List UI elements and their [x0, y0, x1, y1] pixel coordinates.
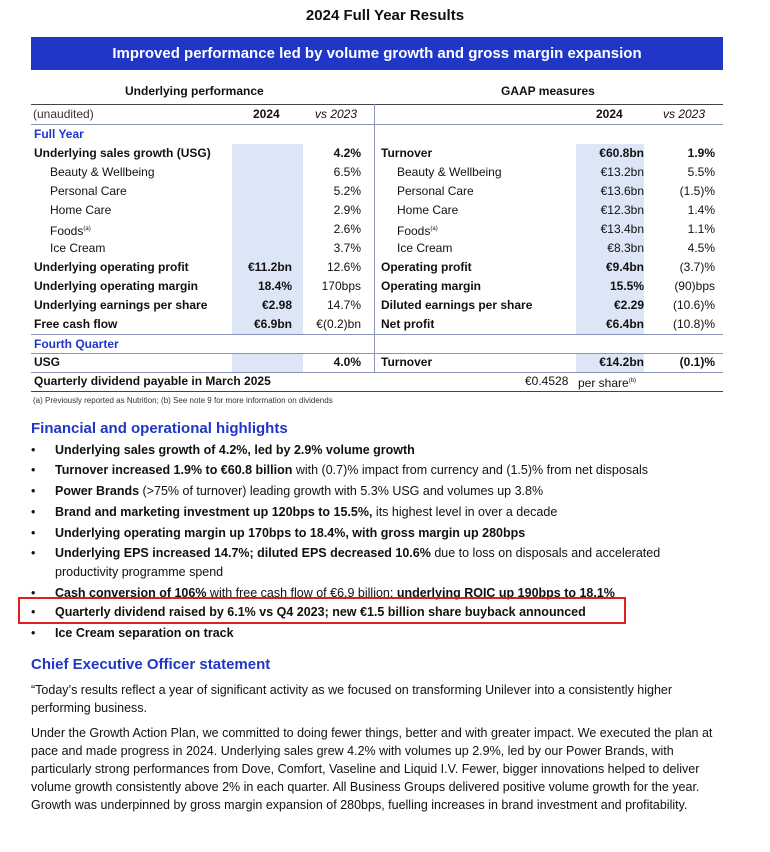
highlight-bold: Brand and marketing investment up 120bps to 15.5%, [55, 505, 373, 519]
right-2024: 15.5% [609, 279, 644, 293]
highlight-rest: its highest level in over a decade [372, 505, 558, 519]
q4-right-label: Turnover [381, 355, 433, 369]
right-vs2023: 5.5% [687, 165, 715, 179]
bullet-marker: • [31, 443, 36, 457]
right-vs2023: (10.6)% [672, 298, 715, 312]
left-label: Home Care [50, 203, 112, 217]
ceo-paragraph-2: Under the Growth Action Plan, we committed to doing fewer things, better and with greater impact. We executed the plan at pace and made progress in 2024. Underlying sales grew 4.2% with volumes up 2.9%, led by our Power Brands, with particularly strong performances from Dove, Comfort, Vaseline and Liquid I.V. Fewer, bigger innovations helped to deliver volume growth consistently above 2% in each quarter. All Business Groups delivered positive volume growth for the year. Growth was underpinned by gross margin expansion of 280bps, fuelling increases in brand investment and profitability. [31, 726, 713, 812]
bullet-marker: • [31, 546, 36, 560]
right-2024: €2.29 [613, 298, 644, 312]
highlight-bold: Underlying sales growth of 4.2%, led by 2.9% volume growth [55, 443, 415, 457]
dividend-unit: per share$^{(b)}$ [578, 376, 637, 390]
right-col-2024: 2024 [596, 107, 623, 121]
highlight-rest: (>75% of turnover) leading growth with 5.3% USG and volumes up 3.8% [139, 484, 544, 498]
left-label: Underlying earnings per share [34, 298, 208, 312]
dividend-value: €0.4528 [525, 374, 569, 388]
left-label: Underlying sales growth (USG) [34, 146, 211, 160]
table-row [31, 296, 723, 315]
highlight-bold: Underlying operating margin up 170bps to 18.4%, with gross margin up 280bps [55, 526, 526, 540]
highlight-text [55, 441, 725, 460]
left-2024: 18.4% [257, 279, 292, 293]
highlight-bold: Quarterly dividend raised by 6.1% vs Q4 2023; new €1.5 billion share buyback announced [55, 605, 586, 619]
bullet-marker: • [31, 505, 36, 519]
right-2024: €13.4bn [600, 222, 644, 236]
right-vs2023: 4.5% [687, 241, 715, 255]
highlight-text [55, 544, 725, 582]
ceo-heading: Chief Executive Officer statement [31, 656, 271, 673]
highlights-heading: Financial and operational highlights [31, 420, 288, 437]
q4-right-2024: €14.2bn [599, 355, 644, 369]
right-vs2023: 1.1% [687, 222, 715, 236]
fourth-quarter-label: Fourth Quarter [34, 337, 119, 351]
left-col-2024: 2024 [253, 107, 280, 121]
q4-left-vs: 4.0% [333, 355, 361, 369]
left-label: Underlying operating profit [34, 260, 189, 274]
headline-banner: Improved performance led by volume growth and gross margin expansion [31, 37, 723, 70]
highlight-text [55, 482, 725, 501]
right-2024: €8.3bn [607, 241, 644, 255]
left-vs2023: 4.2% [333, 146, 361, 160]
left-section-header: Underlying performance [125, 84, 264, 98]
table-row [31, 144, 723, 163]
right-label: Beauty & Wellbeing [397, 165, 502, 179]
table-row [31, 182, 723, 201]
footnote-a-marker: (a) [83, 226, 91, 232]
left-label: Underlying operating margin [34, 279, 199, 293]
bullet-marker: • [31, 526, 36, 540]
bullet-marker: • [31, 605, 36, 619]
page-title: 2024 Full Year Results [305, 7, 465, 24]
right-label: Ice Cream [397, 241, 453, 255]
highlight-bold: Turnover increased 1.9% to €60.8 billion [55, 463, 293, 477]
unaudited-label: (unaudited) [33, 107, 94, 121]
right-label: Net profit [381, 317, 435, 331]
left-label: Personal Care [50, 184, 127, 198]
highlight-bold: Cash conversion of 106% [55, 586, 207, 600]
right-label: Personal Care [397, 184, 474, 198]
right-vs2023: 1.9% [687, 146, 715, 160]
left-vs2023: 14.7% [326, 298, 361, 312]
footnote-b-marker: (b) [628, 378, 637, 384]
left-2024: €2.98 [261, 298, 292, 312]
bullet-marker: • [31, 463, 36, 477]
footnote-a-marker: (a) [430, 226, 438, 232]
left-label: Beauty & Wellbeing [50, 165, 155, 179]
left-vs2023: 5.2% [333, 184, 361, 198]
left-vs2023: 3.7% [333, 241, 361, 255]
right-2024: €60.8bn [599, 146, 644, 160]
right-vs2023: (1.5)% [679, 184, 715, 198]
right-section-header: GAAP measures [501, 84, 595, 98]
dividend-label: Quarterly dividend payable in March 2025 [34, 374, 271, 388]
table-row [31, 201, 723, 220]
left-label: Foods$^{(a)}$ [50, 224, 91, 238]
right-vs2023: (10.8)% [672, 317, 715, 331]
ceo-paragraph-1: “Today’s results reflect a year of significant activity as we focused on transforming Unilever into a consistently higher performing business. [31, 683, 673, 715]
full-year-label: Full Year [34, 127, 84, 141]
highlight-bold: Underlying EPS increased 14.7%; diluted EPS decreased 10.6% [55, 546, 431, 560]
right-2024: €9.4bn [605, 260, 644, 274]
right-label: Diluted earnings per share [381, 298, 533, 312]
table-row [31, 239, 723, 258]
highlight-bold-2: underlying ROIC up 190bps to 18.1% [396, 586, 615, 600]
q4-row [31, 353, 723, 372]
right-2024: €12.3bn [600, 203, 644, 217]
highlight-rest: with free cash flow of €6.9 billion; [206, 586, 397, 600]
highlight-bold: Ice Cream separation on track [55, 626, 234, 640]
left-vs2023: 2.9% [333, 203, 361, 217]
left-vs2023: 6.5% [333, 165, 361, 179]
left-vs2023: €(0.2)bn [316, 317, 361, 331]
right-col-vs2023: vs 2023 [663, 107, 706, 121]
table-row [31, 277, 723, 296]
bullet-marker: • [31, 484, 36, 498]
left-2024: €11.2bn [247, 260, 292, 274]
table-footnote: (a) Previously reported as Nutrition; (b) See note 9 for more information on dividends [33, 396, 333, 405]
right-label: Home Care [397, 203, 459, 217]
bullet-marker: • [31, 586, 36, 600]
right-label: Operating profit [381, 260, 472, 274]
right-vs2023: 1.4% [687, 203, 715, 217]
right-vs2023: (3.7)% [679, 260, 715, 274]
right-label: Foods$^{(a)}$ [397, 224, 438, 238]
highlight-text [55, 461, 725, 480]
table-row [31, 258, 723, 277]
right-2024: €13.6bn [600, 184, 644, 198]
dividend-row [31, 372, 723, 391]
highlight-bold: Power Brands [55, 484, 140, 498]
highlight-box [18, 597, 626, 624]
highlight-text [55, 624, 725, 643]
left-col-vs2023: vs 2023 [315, 107, 358, 121]
bullet-marker: • [31, 626, 36, 640]
left-label: Free cash flow [34, 317, 118, 331]
table-row [31, 163, 723, 182]
left-label: Ice Cream [50, 241, 106, 255]
left-vs2023: 2.6% [333, 222, 361, 236]
q4-left-label: USG [34, 355, 61, 369]
left-vs2023: 12.6% [326, 260, 361, 274]
right-vs2023: (90)bps [674, 279, 715, 293]
right-2024: €13.2bn [600, 165, 644, 179]
highlight-rest: due to loss on disposals and accelerated productivity programme spend [55, 546, 661, 579]
right-label: Operating margin [381, 279, 482, 293]
right-label: Turnover [381, 146, 433, 160]
q4-right-vs: (0.1)% [679, 355, 715, 369]
table-row [31, 220, 723, 239]
left-2024: €6.9bn [253, 317, 292, 331]
left-vs2023: 170bps [321, 279, 361, 293]
highlight-text [55, 524, 725, 543]
highlight-text [55, 503, 725, 522]
table-row [31, 315, 723, 334]
right-2024: €6.4bn [605, 317, 644, 331]
highlight-rest: with (0.7)% impact from currency and (1.5)% from net disposals [292, 463, 649, 477]
